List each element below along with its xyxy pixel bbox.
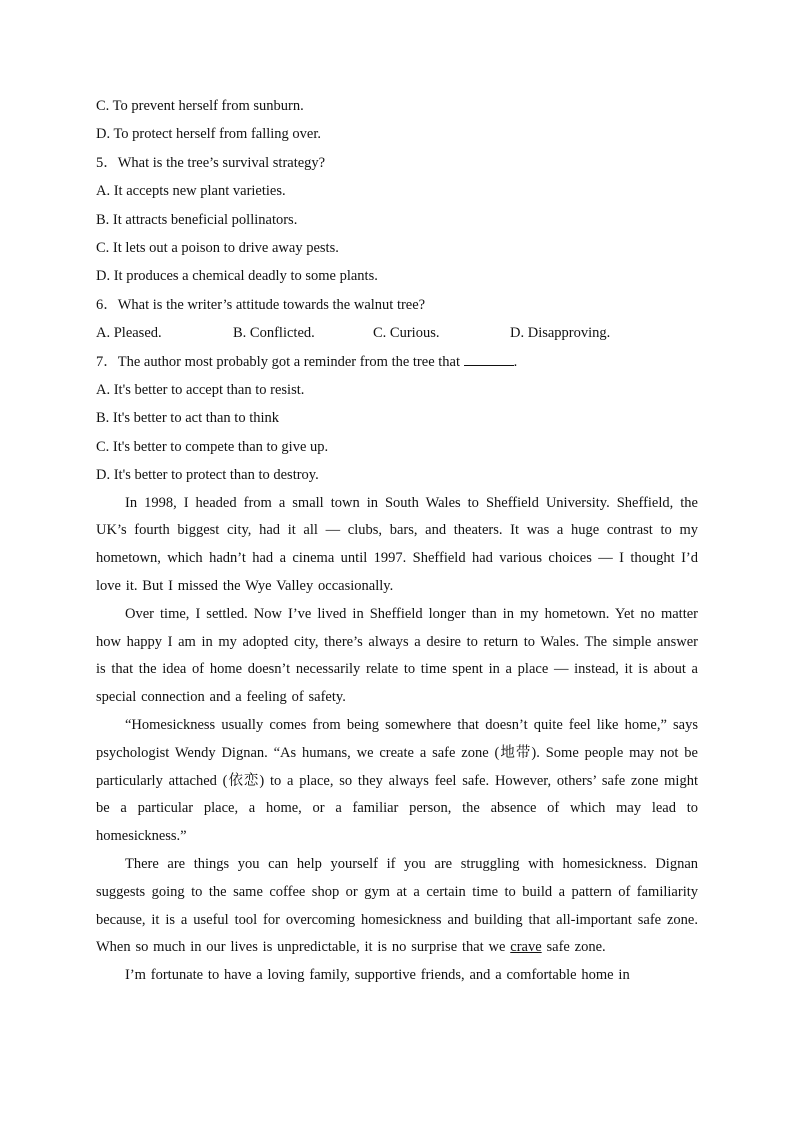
answer-blank bbox=[464, 353, 514, 366]
question-option: D. To protect herself from falling over. bbox=[96, 126, 322, 143]
question-option: A. It accepts new plant varieties. bbox=[96, 183, 286, 200]
underlined-word: crave bbox=[510, 939, 542, 956]
question-option: D. Disapproving. bbox=[510, 325, 611, 342]
question-option: B. Conflicted. bbox=[233, 325, 315, 342]
question-stem-6: 6．What is the writer’s attitude towards the walnut tree? bbox=[96, 296, 426, 313]
passage-paragraph: “Homesickness usually comes from being somewhere that doesn’t quite feel like home,” says psychologist Wendy Dignan. “As humans, we create a safe zone (地带). Some people may not be particularly attached (依恋) to a place, so they always feel safe. However, others’ safe zone might be a particular place, a home, or a familiar person, the absence of which may lead to homesickness.” bbox=[96, 717, 698, 845]
question-6-options bbox=[96, 319, 698, 347]
passage-paragraph bbox=[96, 851, 698, 962]
question-option: A. It's better to accept than to resist. bbox=[96, 382, 305, 399]
passage-paragraph: I’m fortunate to have a loving family, supportive friends, and a comfortable home in bbox=[125, 967, 630, 984]
document-page bbox=[96, 92, 698, 990]
question-option: D. It's better to protect than to destroy. bbox=[96, 467, 319, 484]
question-option: B. It attracts beneficial pollinators. bbox=[96, 211, 298, 228]
question-stem-punct: . bbox=[513, 353, 518, 370]
question-option: C. It's better to compete than to give up. bbox=[96, 438, 329, 455]
question-option: A. Pleased. bbox=[96, 325, 162, 342]
paragraph-text: safe zone. bbox=[546, 939, 606, 956]
question-option: D. It produces a chemical deadly to some plants. bbox=[96, 268, 378, 285]
question-option: C. To prevent herself from sunburn. bbox=[96, 98, 304, 114]
question-stem-text: 7．The author most probably got a reminder from the tree that bbox=[96, 353, 461, 370]
passage-paragraph: Over time, I settled. Now I’ve lived in Sheffield longer than in my hometown. Yet no matter how happy I am in my adopted city, there’s always a desire to return to Wales. The simple answer is that the idea of home doesn’t necessarily relate to time spent in a place — instead, it is about a special connection and a feeling of safety. bbox=[96, 605, 698, 706]
paragraph-text: There are things you can help yourself if you are struggling with homesickness. Dignan suggests going to the same coffee shop or gym at a certain time to build a pattern of familiarity because, it is a useful tool for overcoming homesickness and building that all-important safe zone. When so much in our lives is unpredictable, it is no surprise that we bbox=[96, 856, 698, 956]
question-stem-7 bbox=[96, 348, 698, 376]
question-option: C. Curious. bbox=[373, 325, 440, 342]
question-option: B. It's better to act than to think bbox=[96, 410, 280, 427]
question-stem-5: 5．What is the tree’s survival strategy? bbox=[96, 154, 326, 171]
passage-paragraph: In 1998, I headed from a small town in South Wales to Sheffield University. Sheffield, the UK’s fourth biggest city, had it all — clubs, bars, and theaters. It was a huge contrast to my hometown, which hadn’t had a cinema until 1997. Sheffield had various choices — I thought I’d love it. But I missed the Wye Valley occasionally. bbox=[96, 494, 698, 595]
question-option: C. It lets out a poison to drive away pests. bbox=[96, 240, 339, 257]
